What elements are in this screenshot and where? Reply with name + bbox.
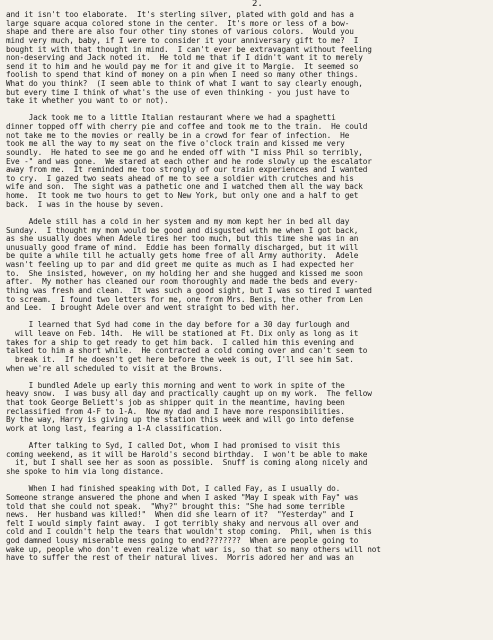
text-line: soundly. He hated to see me go and he ended off with "I miss Phil so terribly, [6,147,363,157]
text-line: I bundled Adele up early this morning and went to work in spite of the [6,380,345,390]
paragraph [6,382,487,434]
paragraph [6,442,487,477]
text-line: What do you think? (I seem able to think of what I want to say clearly enough, [6,79,363,88]
paragraph [6,11,487,106]
text-line: shape and there are also four other tiny stones of various colors. Would you [6,27,354,37]
text-line: coming weekend, as it will be Harold's second birthday. I won't be able to make [6,449,368,459]
text-line: foolish to spend that kind of money on a pin when I need so many other things. [6,70,359,80]
text-line: bought it with that thought in mind. I can't ever be extravagant without feeling [6,44,372,54]
text-line: to. She insisted, however, on my holding her and she hugged and kissed me soon [6,268,363,278]
text-line: talked to him a short while. He contracted a cold coming over and can't seem to [6,346,368,356]
text-line: Eve -" and was gone. We stared at each other and he rode slowly up the escalator [6,156,372,166]
paragraph [6,114,487,209]
letter-body [6,2,487,563]
text-line: I learned that Syd had come in the day before for a 30 day furlough and [6,320,350,330]
paragraph [6,218,487,313]
text-line: as she usually does when Adele tires her too much, but this time she was in an [6,234,359,244]
text-line: news. Her husband was killed!" When did she learn of it? "Yesterday" and I [6,510,354,520]
text-line: work at long last, fearing a 1-A classification. [6,423,223,433]
text-line: takes for a ship to get ready to get him back. I called him this evening and [6,337,354,347]
text-line: non-deserving and Jack noted it. He told me that if I didn't want it to merely [6,53,363,63]
text-line: break it. If he doesn't get here before the week is out, I'll see him Sat. [6,354,354,364]
text-line: she spoke to him via long distance. [6,467,165,477]
text-line: Sunday. I thought my mom would be good and disgusted with me when I got back, [6,225,359,235]
text-line: but every time I think of what's the use of even thinking - you just have to [6,87,350,97]
paragraph [6,485,487,563]
text-line: cold and I couldn't help the tears that wouldn't stop coming. Phil, when is this [6,527,372,537]
text-line: wife and son. The sight was a pathetic one and I watched them all the way back [6,182,363,192]
text-line: away from me. It reminded me too strongly of our train experiences and I wanted [6,165,368,175]
text-line: will leave on Feb. 14th. He will be stationed at Ft. Dix only as long as it [6,329,359,339]
text-line: send it to him and he would pay me for it and give it to Margie. It seemed so [6,61,359,71]
text-line: unusually good frame of mind. Eddie has been formally discharged, but it will [6,242,359,252]
page-number: 2. [252,0,263,9]
text-line: and it isn't too elaborate. It's sterling silver, plated with gold and has a [6,10,354,19]
text-line: After talking to Syd, I called Dot, whom I had promised to visit this [6,441,341,451]
text-line: to cry. I gazed two seats ahead of me to see a soldier with crutches and his [6,173,354,183]
text-line: have to suffer the rest of their natural lives. Morris adored her and was an [6,553,354,563]
text-line: By the way, Harry is giving up the station this week and will go into defense [6,415,354,425]
text-line: Jack took me to a little Italian restaurant where we had a spaghetti [6,113,336,123]
text-line: reclassified from 4-F to 1-A. Now my dad and I have more responsibilities. [6,406,345,416]
text-line: take it whether you want to or not). [6,96,169,106]
text-line: When I had finished speaking with Dot, I called Fay, as I usually do. [6,484,341,494]
text-line: wake up, people who don't even realize what war is, so that so many others will not [6,544,381,554]
text-line: be quite a while till he actually gets home free of all Army authority. Adele [6,251,359,261]
text-line: wasn't feeling up to par and did greet me quite as much as I had expected her [6,260,354,270]
text-line: not take me to the movies or really be in a crowd for fear of infection. He [6,130,350,140]
text-line: told that she could not speak. "Why?" brought this: "She had some terrible [6,501,345,511]
text-line: god damned lousy miserable mess going to end???????? When are people going to [6,536,359,546]
text-line: Someone strange answered the phone and when I asked "May I speak with Fay" was [6,492,359,502]
text-line: and Lee. I brought Adele over and went straight to bed with her. [6,303,300,313]
text-line: thing was fresh and clean. It was such a good sight, but I was so tired I wanted [6,285,372,295]
text-line: after. My mother has cleaned our room thoroughly and made the beds and every- [6,277,359,287]
text-line: that took George Beliett's job as shipper quit in the meantime, having been [6,398,345,408]
text-line: back. I was in the house by seven. [6,199,165,209]
text-line: heavy snow. I was busy all day and practically caught up on my work. The fellow [6,389,372,399]
paragraph [6,321,487,373]
text-line: dinner topped off with cherry pie and coffee and took me to the train. He could [6,122,368,132]
text-line: home. It took me two hours to get to New York, but only one and a half to get [6,191,359,201]
text-line: when we're all scheduled to visit at the Browns. [6,363,223,373]
text-line: Adele still has a cold in her system and my mom kept her in bed all day [6,216,350,226]
text-line: to scream. I found two letters for me, one from Mrs. Benis, the other from Len [6,294,363,304]
text-line: mind very much, baby, if I were to consider it your anniversary gift to me? I [6,35,359,45]
text-line: large square acqua colored stone in the center. It's more or less of a bow- [6,18,350,28]
text-line: felt I would simply faint away. I got terribly shaky and nervous all over and [6,518,359,528]
text-line: it, but I shall see her as soon as possible. Snuff is coming along nicely and [6,458,368,468]
text-line: took me all the way to my seat on the five o'clock train and kissed me very [6,139,345,149]
